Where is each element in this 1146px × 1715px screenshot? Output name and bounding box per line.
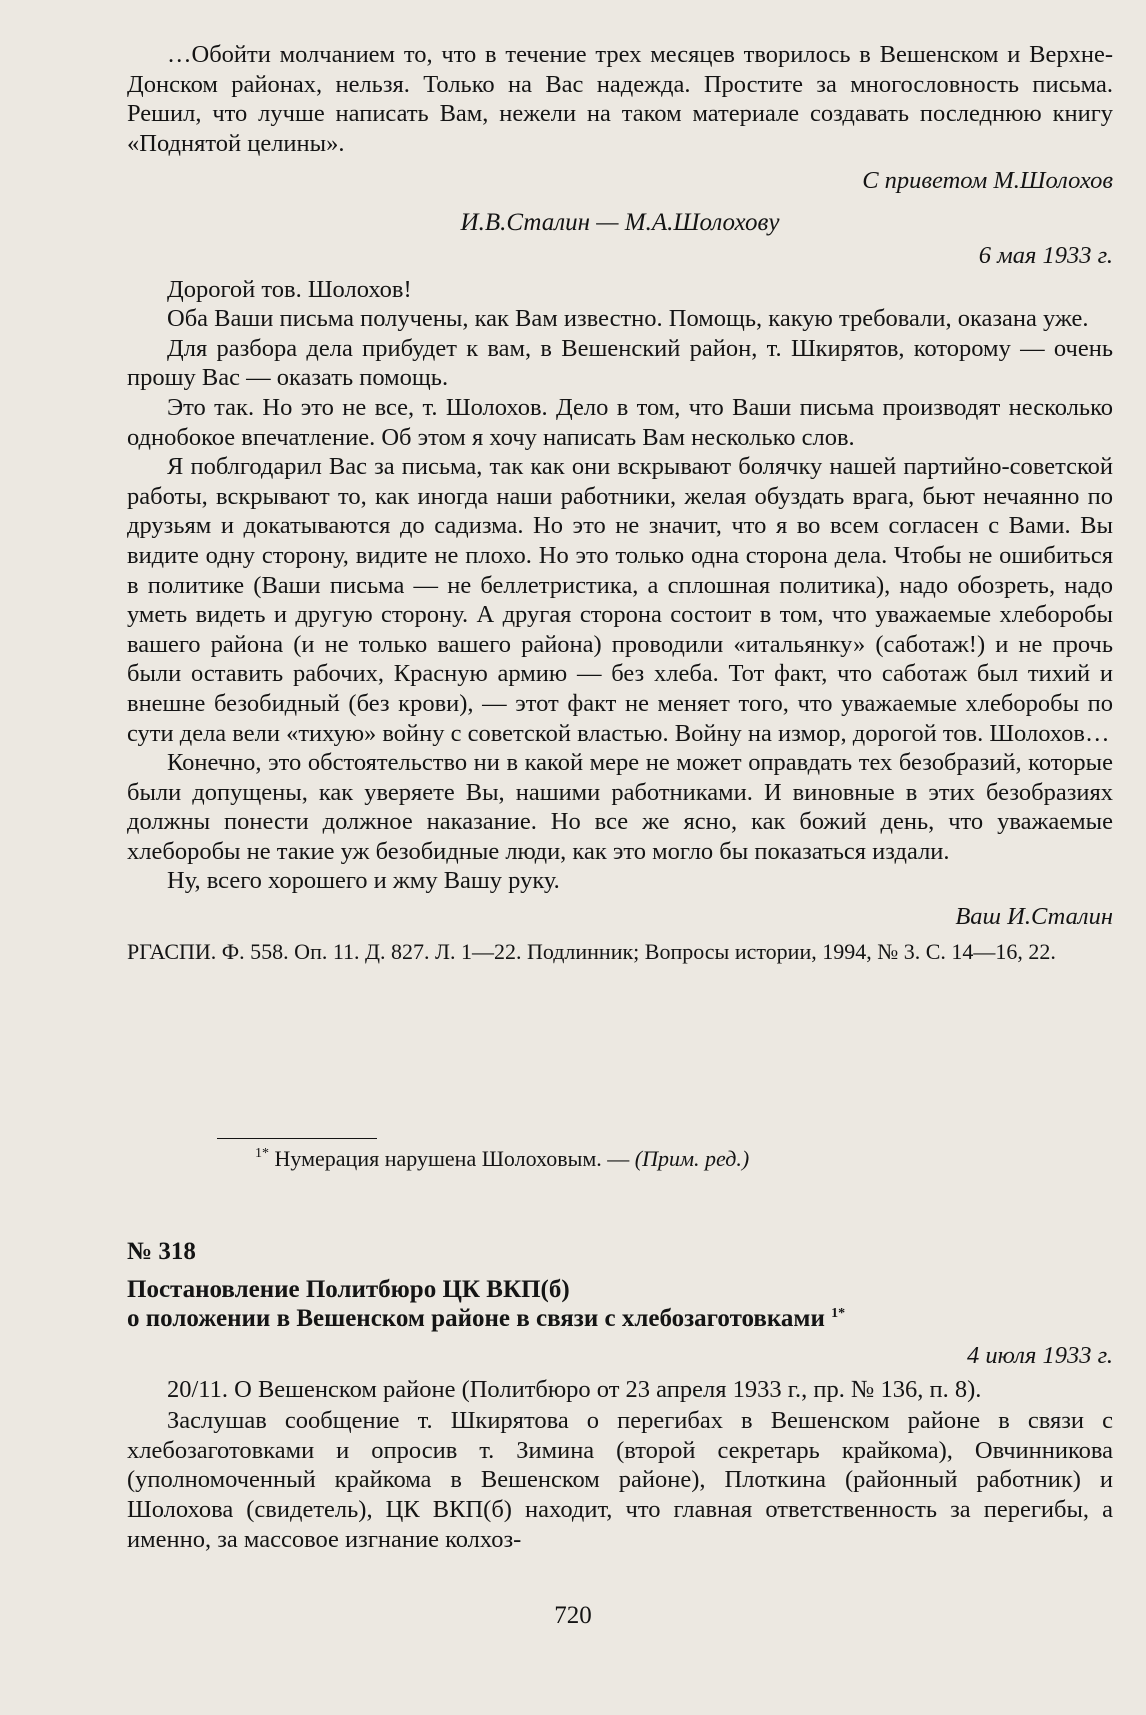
reply-paragraph: Конечно, это обстоятельство ни в какой мере не может оправдать тех безобразий, которые были допущены, как уверяете Вы, нашими работниками. И виновные в этих безобразиях должны понести должное наказание. Но все же ясно, как божий день, что уважаемые хлеборобы не такие уж безобидные люди, как это могло бы показаться издали.	[127, 749, 1113, 865]
archive-source: РГАСПИ. Ф. 558. Оп. 11. Д. 827. Л. 1—22. Подлинник; Вопросы истории, 1994, № 3. С. 14—16, 22.	[127, 938, 1056, 964]
footnote	[127, 1145, 1113, 1172]
reply-date: 6 мая 1933 г.	[978, 242, 1113, 269]
reply-letter	[127, 208, 1113, 965]
document-title-line-1: Постановление Политбюро ЦК ВКП(б)	[127, 1276, 570, 1303]
stalin-signature: Ваш И.Сталин	[955, 903, 1113, 931]
document-318	[127, 1237, 1113, 1554]
document-paragraph: Заслушав сообщение т. Шкирятова о перегибах в Вешенском районе в связи с хлебозаготовками и опросив т. Зимина (второй секретарь крайкома), Овчинникова (уполномоченный крайкома в Вешенском районе), Плоткина (районный работник) и Шолохова (свидетель), ЦК ВКП(б) находит, что главная ответственность за перегибы, а именно, за массовое изгнание колхоз-	[127, 1407, 1113, 1553]
footnote-rule	[217, 1138, 377, 1139]
footnote-note: (Прим. ред.)	[634, 1146, 750, 1171]
document-date: 4 июля 1933 г.	[967, 1342, 1113, 1369]
title-footnote-marker: 1*	[831, 1306, 846, 1321]
reply-paragraph: Дорогой тов. Шолохов!	[167, 275, 412, 303]
letter-end	[127, 40, 1113, 196]
letter-closing-paragraph: …Обойти молчанием то, что в течение трех месяцев творилось в Вешенском и Верхне-Донском районах, нельзя. Только на Вас надежда. Простите за многословность письма. Решил, что лучше написать Вам, нежели на таком материале создавать последнюю книгу «Поднятой целины».	[127, 41, 1113, 157]
sholokhov-signature: С приветом М.Шолохов	[862, 167, 1113, 195]
reply-paragraph: Оба Ваши письма получены, как Вам известно. Помощь, какую требовали, оказана уже.	[167, 305, 1089, 333]
document-number: № 318	[127, 1238, 196, 1265]
page-number: 720	[554, 1602, 592, 1629]
reply-paragraph: Я поблгодарил Вас за письма, так как они вскрывают болячку нашей партийно-советской работы, вскрывают то, как иногда наши работники, желая обуздать врага, бьют нечаянно по друзьям и докатываются до садизма. Но это не значит, что я во всем согласен с Вами. Вы видите одну сторону, видите не плохо. Но это только одна сторона дела. Чтобы не ошибиться в политике (Ваши письма — не беллетристика, а сплошная политика), надо обозреть, надо уметь видеть и другую сторону. А другая сторона состоит в том, что уважаемые хлеборобы вашего района (и не только вашего района) проводили «итальянку» (саботаж!) и не прочь были оставить рабочих, Красную армию — без хлеба. Тот факт, что саботаж был тихий и внешне безобидный (без крови), — этот факт не меняет того, что уважаемые хлеборобы по сути дела вели «тихую» войну с советской властью. Войну на измор, дорогой тов. Шолохов…	[127, 453, 1113, 747]
reply-title: И.В.Сталин — М.А.Шолохову	[460, 209, 780, 236]
footnote-text: Нумерация нарушена Шолоховым. —	[274, 1146, 630, 1171]
reply-paragraph: Ну, всего хорошего и жму Вашу руку.	[167, 867, 560, 895]
reply-paragraph: Это так. Но это не все, т. Шолохов. Дело в том, что Ваши письма производят несколько однобокое впечатление. Об этом я хочу написать Вам несколько слов.	[127, 393, 1113, 451]
footnote-marker: 1*	[255, 1146, 269, 1161]
document-paragraph: 20/11. О Вешенском районе (Политбюро от 23 апреля 1933 г., пр. № 136, п. 8).	[167, 1375, 982, 1403]
footnote-block	[127, 1138, 1113, 1172]
document-title-line-2: о положении в Вешенском районе в связи с хлебозаготовками $^{1*}$	[127, 1305, 846, 1332]
reply-paragraph: Для разбора дела прибудет к вам, в Вешенский район, т. Шкирятов, которому — очень прошу Вас — оказать помощь.	[127, 334, 1113, 392]
